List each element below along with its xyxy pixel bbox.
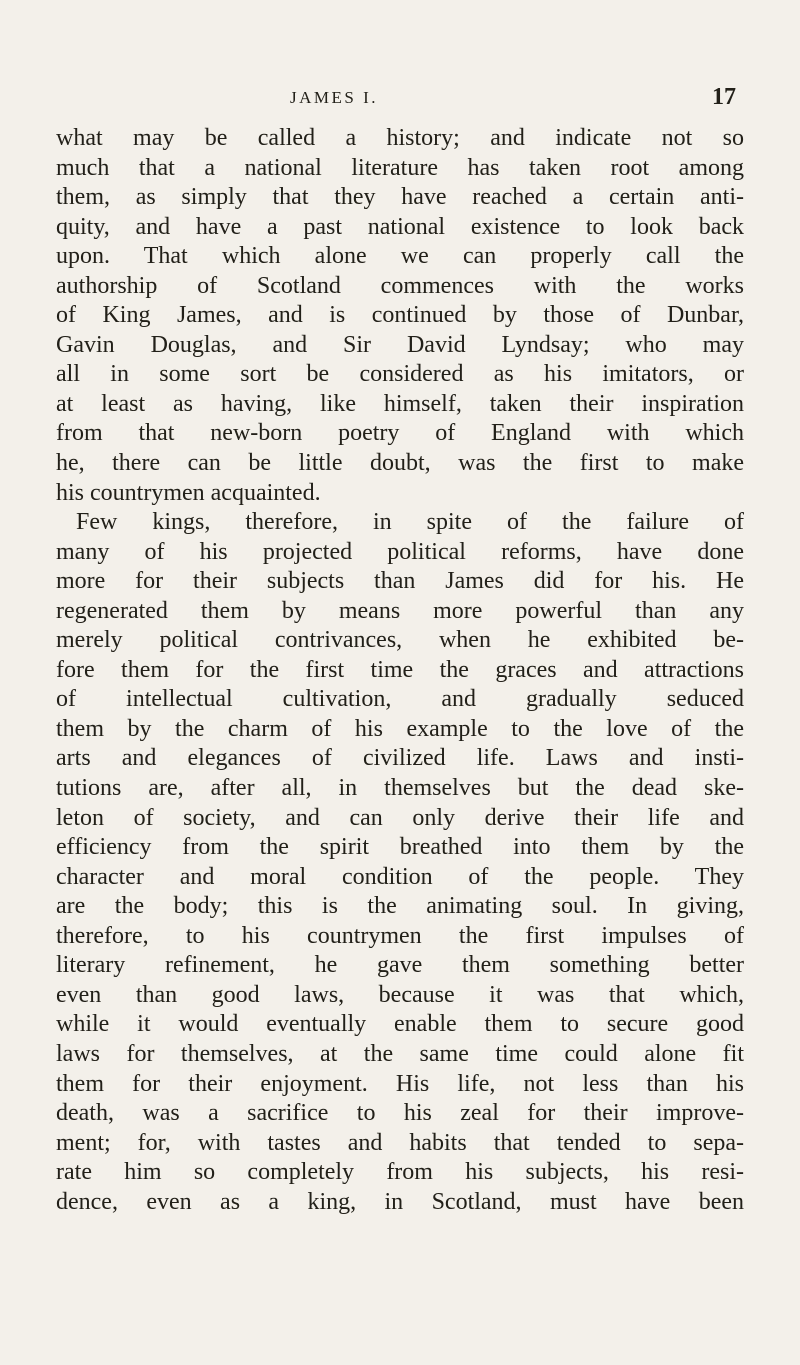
text-line: them, as simply that they have reached a certain anti- [56, 184, 744, 211]
text-line: upon. That which alone we can properly call the [56, 243, 744, 270]
text-line: character and moral condition of the people. They [56, 863, 744, 890]
text-line: laws for themselves, at the same time could alone fit [56, 1040, 744, 1067]
text-line: death, was a sacrifice to his zeal for their improve- [56, 1100, 744, 1127]
text-line: quity, and have a past national existence to look back [56, 213, 744, 240]
text-line: while it would eventually enable them to secure good [56, 1011, 744, 1038]
text-line: all in some sort be considered as his imitators, or [56, 361, 744, 388]
text-line: rate him so completely from his subjects, his resi- [56, 1159, 744, 1186]
text-line: of King James, and is continued by those of Dunbar, [56, 302, 744, 329]
text-line: Gavin Douglas, and Sir David Lyndsay; who may [56, 331, 744, 358]
text-line: more for their subjects than James did for his. He [56, 568, 744, 595]
paragraph-end-line: his countrymen acquainted. [56, 479, 321, 506]
text-line: them for their enjoyment. His life, not less than his [56, 1070, 744, 1097]
text-line: tutions are, after all, in themselves but the dead ske- [56, 775, 744, 802]
text-line: merely political contrivances, when he exhibited be- [56, 627, 744, 654]
body-text [56, 124, 744, 1217]
text-line: much that a national literature has taken root among [56, 154, 744, 181]
page-number: 17 [712, 84, 736, 110]
text-line: arts and elegances of civilized life. Laws and insti- [56, 745, 744, 772]
text-line: efficiency from the spirit breathed into them by the [56, 834, 744, 861]
text-line: are the body; this is the animating soul. In giving, [56, 893, 744, 920]
text-line: from that new-born poetry of England with which [56, 420, 744, 447]
text-line: them by the charm of his example to the love of the [56, 715, 744, 742]
running-head [0, 84, 800, 118]
text-line: regenerated them by means more powerful than any [56, 597, 744, 624]
text-line: therefore, to his countrymen the first impulses of [56, 922, 744, 949]
running-title: JAMES I. [290, 88, 379, 107]
text-line: dence, even as a king, in Scotland, must have been [56, 1188, 744, 1215]
text-line: authorship of Scotland commences with the works [56, 272, 744, 299]
paragraph-start-line: Few kings, therefore, in spite of the failure of [76, 509, 744, 536]
text-line: what may be called a history; and indicate not so [56, 125, 744, 151]
text-line: he, there can be little doubt, was the first to make [56, 450, 744, 477]
text-line: fore them for the first time the graces and attractions [56, 656, 744, 683]
text-line: even than good laws, because it was that which, [56, 981, 744, 1008]
text-line: at least as having, like himself, taken their inspiration [56, 390, 744, 417]
text-line: ment; for, with tastes and habits that tended to sepa- [56, 1129, 744, 1156]
text-line: leton of society, and can only derive their life and [56, 804, 744, 831]
text-line: literary refinement, he gave them something better [56, 952, 744, 979]
text-line: many of his projected political reforms, have done [56, 538, 744, 565]
text-line: of intellectual cultivation, and gradually seduced [56, 686, 744, 713]
